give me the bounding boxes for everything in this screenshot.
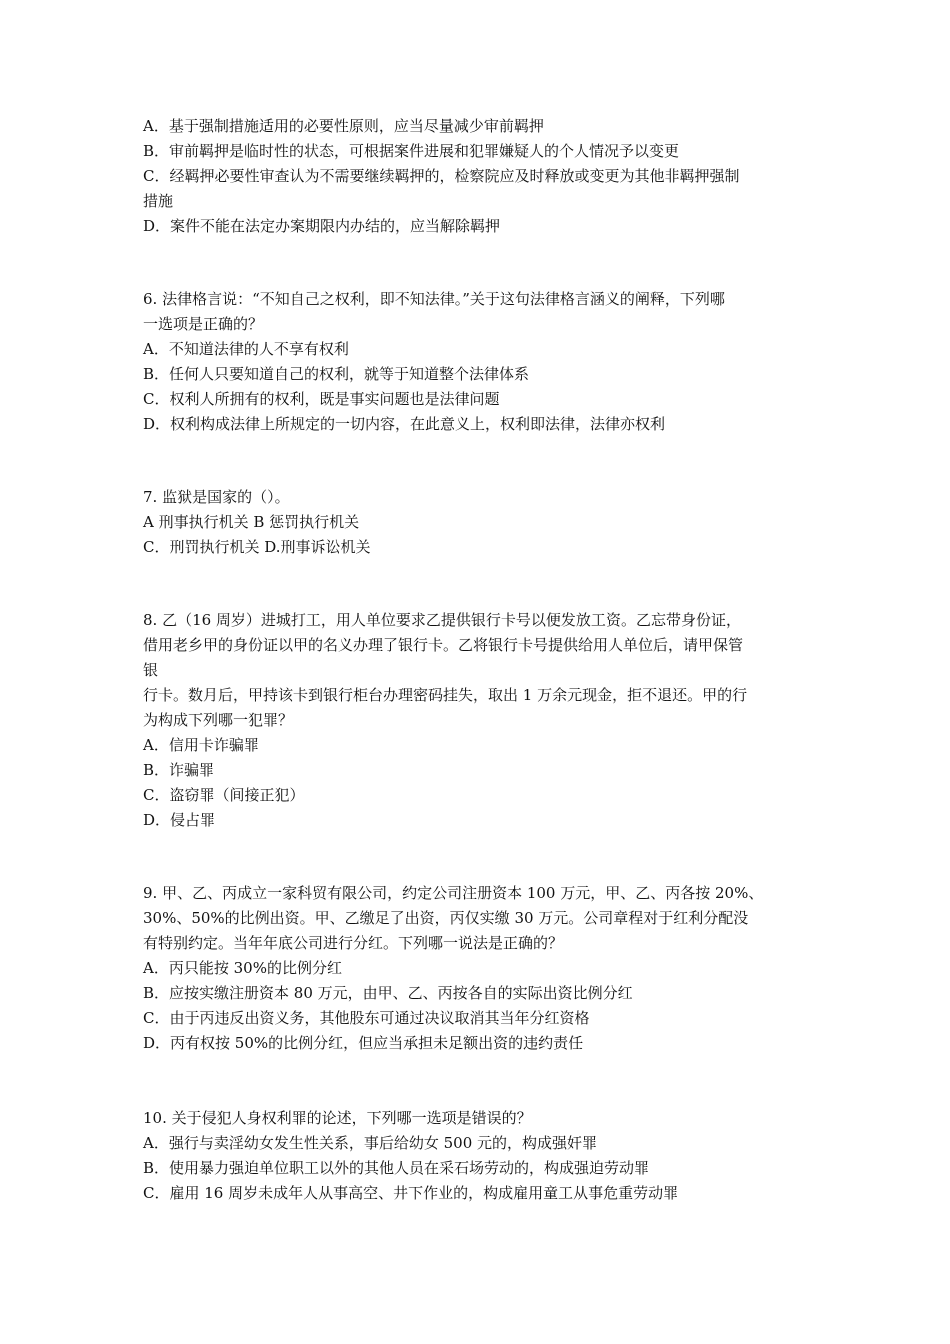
question-10	[143, 1106, 810, 1206]
question-stem-continued: 一选项是正确的？	[143, 315, 264, 333]
option-c: C．由于丙违反出资义务，其他股东可通过决议取消其当年分红资格	[143, 1009, 590, 1027]
option-a: A．基于强制措施适用的必要性原则，应当尽量减少审前羁押	[143, 117, 544, 135]
spacer	[143, 833, 810, 881]
option-c: C．权利人所拥有的权利，既是事实问题也是法律问题	[143, 390, 500, 408]
option-b: B．任何人只要知道自己的权利，就等于知道整个法律体系	[143, 365, 530, 383]
question-stem: 9. 甲、乙、丙成立一家科贸有限公司，约定公司注册资本 100 万元，甲、乙、丙各按 20%、	[143, 884, 764, 902]
spacer	[143, 437, 810, 485]
question-stem-continued: 有特别约定。当年年底公司进行分红。下列哪一说法是正确的？	[143, 934, 564, 952]
question-stem-continued: 30%、50%的比例出资。甲、乙缴足了出资，丙仅实缴 30 万元。公司章程对于红利分配没	[143, 909, 749, 927]
option-c-continued: 措施	[143, 192, 174, 210]
option-b: B．审前羁押是临时性的状态，可根据案件进展和犯罪嫌疑人的个人情况予以变更	[143, 142, 680, 160]
spacer	[143, 1056, 810, 1106]
option-a: A．强行与卖淫幼女发生性关系，事后给幼女 500 元的，构成强奸罪	[143, 1134, 598, 1152]
options-a-b: A 刑事执行机关 B 惩罚执行机关	[143, 513, 360, 531]
option-b: B．应按实缴注册资本 80 万元，由甲、乙、丙按各自的实际出资比例分红	[143, 984, 633, 1002]
spacer	[143, 560, 810, 608]
question-8	[143, 608, 810, 833]
question-stem: 10. 关于侵犯人身权利罪的论述，下列哪一选项是错误的？	[143, 1109, 532, 1127]
spacer	[143, 239, 810, 287]
option-d: D．丙有权按 50%的比例分红，但应当承担未足额出资的违约责任	[143, 1034, 584, 1052]
option-b: B．诈骗罪	[143, 761, 215, 779]
question-5-options	[143, 114, 810, 239]
option-d: D．权利构成法律上所规定的一切内容，在此意义上，权利即法律，法律亦权利	[143, 415, 666, 433]
question-6	[143, 287, 810, 437]
question-9	[143, 881, 810, 1056]
question-stem-continued: 银	[143, 661, 159, 679]
option-c: C．雇用 16 周岁未成年人从事高空、井下作业的，构成雇用童工从事危重劳动罪	[143, 1184, 679, 1202]
question-stem-continued: 借用老乡甲的身份证以甲的名义办理了银行卡。乙将银行卡号提供给用人单位后，请甲保管	[143, 636, 744, 654]
option-d: D．侵占罪	[143, 811, 216, 829]
option-d: D．案件不能在法定办案期限内办结的，应当解除羁押	[143, 217, 501, 235]
option-b: B．使用暴力强迫单位职工以外的其他人员在采石场劳动的，构成强迫劳动罪	[143, 1159, 650, 1177]
option-a: A．信用卡诈骗罪	[143, 736, 259, 754]
option-c: C．经羁押必要性审查认为不需要继续羁押的，检察院应及时释放或变更为其他非羁押强制	[143, 167, 740, 185]
question-7	[143, 485, 810, 560]
options-c-d: C．刑罚执行机关 D.刑事诉讼机关	[143, 538, 371, 556]
question-stem: 7. 监狱是国家的（）。	[143, 488, 290, 506]
question-stem: 6. 法律格言说：“不知自己之权利，即不知法律。”关于这句法律格言涵义的阐释，下列哪	[143, 290, 725, 308]
option-c: C．盗窃罪（间接正犯）	[143, 786, 305, 804]
question-stem-continued: 行卡。数月后，甲持该卡到银行柜台办理密码挂失，取出 1 万余元现金，拒不退还。甲的行	[143, 686, 748, 704]
option-a: A．不知道法律的人不享有权利	[143, 340, 349, 358]
question-stem: 8. 乙（16 周岁）进城打工，用人单位要求乙提供银行卡号以便发放工资。乙忘带身份证，	[143, 611, 741, 629]
option-a: A．丙只能按 30%的比例分红	[143, 959, 342, 977]
document-page	[143, 114, 810, 1206]
question-stem-continued: 为构成下列哪一犯罪？	[143, 711, 294, 729]
